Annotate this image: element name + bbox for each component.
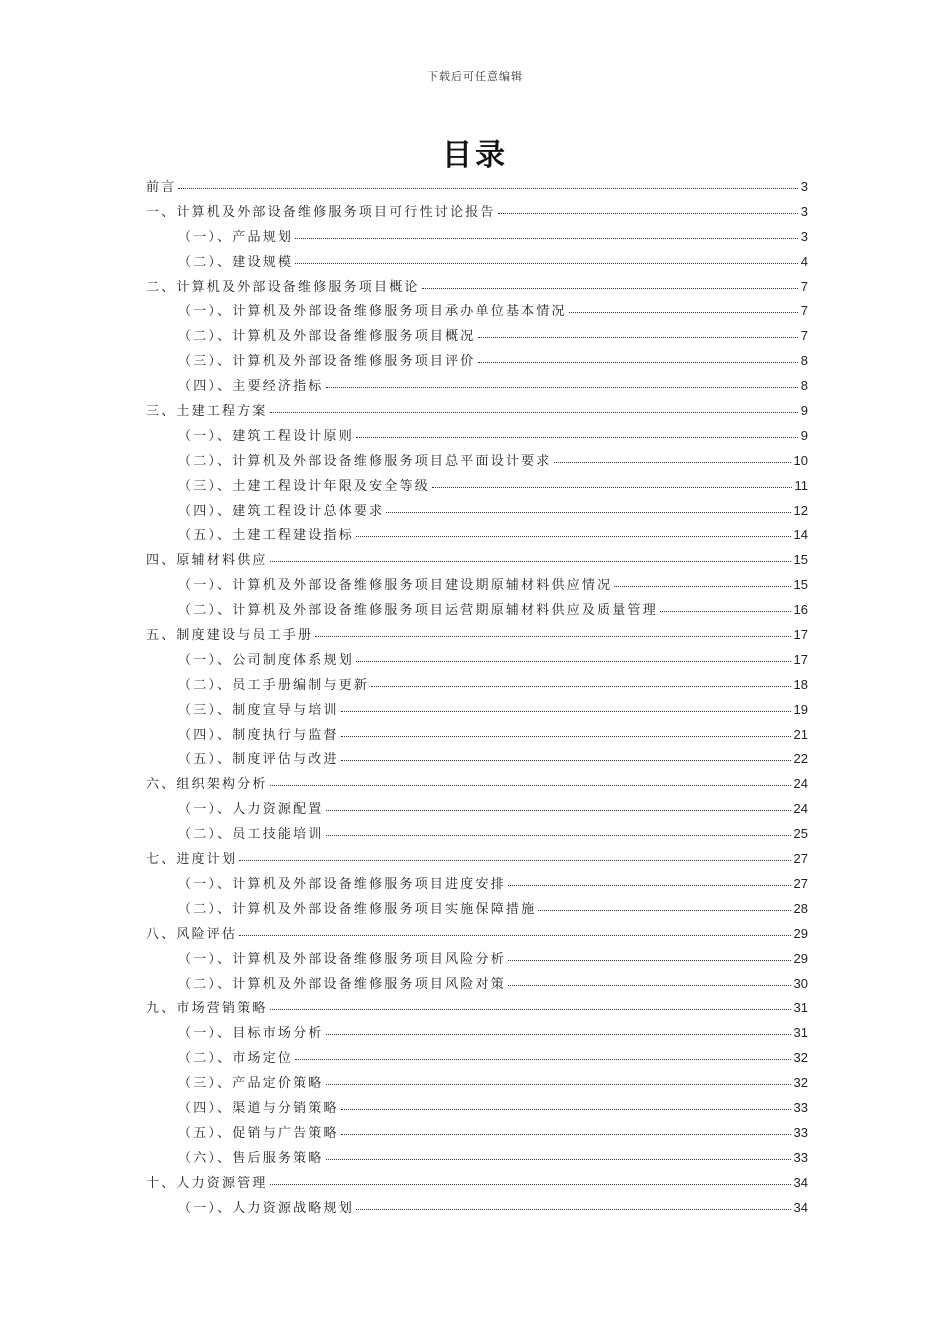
toc-page-number: 32 xyxy=(793,1050,808,1066)
toc-page-number: 8 xyxy=(800,378,808,394)
toc-page-number: 27 xyxy=(793,851,808,867)
toc-entry-text: （四）、主要经济指标 xyxy=(178,379,324,395)
toc-entry-text: （六）、售后服务策略 xyxy=(178,1150,324,1166)
toc-page-number: 10 xyxy=(793,452,808,468)
toc-entry-text: （一）、产品规划 xyxy=(178,229,294,245)
toc-dot-leader xyxy=(270,1008,791,1010)
toc-subsection-link[interactable] xyxy=(146,973,808,998)
toc-section-link[interactable] xyxy=(146,549,808,574)
toc-page-number: 15 xyxy=(793,577,808,593)
toc-page-number: 16 xyxy=(793,602,808,618)
toc-entry-text: （五）、促销与广告策略 xyxy=(178,1125,339,1141)
toc-subsection-link[interactable] xyxy=(146,300,808,325)
toc-dot-leader xyxy=(478,336,798,338)
toc-entry-text: （五）、土建工程建设指标 xyxy=(178,528,354,544)
toc-entry-text: 六、组织架构分析 xyxy=(146,777,268,793)
toc-entry-text: （一）、计算机及外部设备维修服务项目风险分析 xyxy=(178,951,506,967)
toc-section-link[interactable] xyxy=(146,201,808,226)
toc-page-number: 34 xyxy=(793,1174,808,1190)
toc-section-link[interactable] xyxy=(146,923,808,948)
toc-page-number: 33 xyxy=(793,1149,808,1165)
toc-subsection-link[interactable] xyxy=(146,1047,808,1072)
toc-subsection-link[interactable] xyxy=(146,823,808,848)
toc-subsection-link[interactable] xyxy=(146,375,808,400)
toc-entry-text: （三）、制度宣导与培训 xyxy=(178,702,339,718)
toc-entry-text: （二）、计算机及外部设备维修服务项目实施保障措施 xyxy=(178,901,537,917)
toc-entry-text: （一）、计算机及外部设备维修服务项目承办单位基本情况 xyxy=(178,304,567,320)
toc-page-number: 9 xyxy=(800,403,808,419)
toc-dot-leader xyxy=(508,984,791,986)
toc-page-number: 25 xyxy=(793,826,808,842)
toc-page-number: 8 xyxy=(800,353,808,369)
toc-subsection-link[interactable] xyxy=(146,798,808,823)
toc-entry-text: （四）、渠道与分销策略 xyxy=(178,1100,339,1116)
toc-section-link[interactable] xyxy=(146,848,808,873)
toc-subsection-link[interactable] xyxy=(146,1197,808,1222)
toc-dot-leader xyxy=(315,635,790,637)
toc-page-number: 19 xyxy=(793,701,808,717)
toc-section-link[interactable] xyxy=(146,773,808,798)
toc-subsection-link[interactable] xyxy=(146,450,808,475)
toc-page-number: 28 xyxy=(793,900,808,916)
toc-subsection-link[interactable] xyxy=(146,1097,808,1122)
toc-subsection-link[interactable] xyxy=(146,226,808,251)
toc-page-number: 7 xyxy=(800,328,808,344)
toc-subsection-link[interactable] xyxy=(146,674,808,699)
toc-section-link[interactable] xyxy=(146,276,808,301)
toc-subsection-link[interactable] xyxy=(146,475,808,500)
toc-page-number: 22 xyxy=(793,751,808,767)
table-of-contents xyxy=(146,176,808,1221)
toc-dot-leader xyxy=(554,461,791,463)
toc-entry-text: 前言 xyxy=(146,180,177,195)
toc-subsection-link[interactable] xyxy=(146,699,808,724)
toc-page-number: 24 xyxy=(793,776,808,792)
toc-dot-leader xyxy=(341,710,791,712)
toc-page-number: 3 xyxy=(800,203,808,219)
toc-section-link[interactable] xyxy=(146,997,808,1022)
toc-entry-text: 四、原辅材料供应 xyxy=(146,553,268,569)
toc-page-number: 21 xyxy=(793,726,808,742)
toc-page-number: 7 xyxy=(800,303,808,319)
toc-page-number: 3 xyxy=(800,179,808,194)
toc-page-number: 34 xyxy=(793,1199,808,1215)
toc-page-number: 29 xyxy=(793,925,808,941)
toc-subsection-link[interactable] xyxy=(146,1072,808,1097)
toc-entry-text: 八、风险评估 xyxy=(146,926,238,942)
toc-dot-leader xyxy=(660,610,791,612)
toc-dot-leader xyxy=(371,685,790,687)
toc-entry-text: （五）、制度评估与改进 xyxy=(178,752,339,768)
toc-subsection-link[interactable] xyxy=(146,599,808,624)
toc-page-number: 18 xyxy=(793,676,808,692)
toc-dot-leader xyxy=(341,1108,791,1110)
toc-entry-text: 二、计算机及外部设备维修服务项目概论 xyxy=(146,279,420,295)
toc-section-link[interactable] xyxy=(146,176,808,201)
toc-entry-text: （一）、计算机及外部设备维修服务项目建设期原辅材料供应情况 xyxy=(178,578,613,594)
toc-entry-text: （三）、土建工程设计年限及安全等级 xyxy=(178,478,430,494)
toc-dot-leader xyxy=(326,1083,791,1085)
toc-entry-text: （四）、建筑工程设计总体要求 xyxy=(178,503,385,519)
toc-dot-leader xyxy=(478,361,798,363)
toc-page-number: 27 xyxy=(793,875,808,891)
toc-dot-leader xyxy=(326,1158,791,1160)
toc-dot-leader xyxy=(341,1133,791,1135)
toc-subsection-link[interactable] xyxy=(146,1022,808,1047)
page-title: 目录 xyxy=(442,138,508,173)
toc-dot-leader xyxy=(326,386,798,388)
toc-dot-leader xyxy=(270,560,791,562)
toc-dot-leader xyxy=(239,859,790,861)
toc-entry-text: （一）、人力资源战略规划 xyxy=(178,1200,354,1216)
toc-dot-leader xyxy=(432,486,792,488)
toc-dot-leader xyxy=(569,311,798,313)
toc-entry-text: （二）、计算机及外部设备维修服务项目总平面设计要求 xyxy=(178,453,552,469)
toc-dot-leader xyxy=(270,784,791,786)
toc-page-number: 17 xyxy=(793,627,808,643)
toc-dot-leader xyxy=(326,809,791,811)
toc-page-number: 4 xyxy=(800,253,808,269)
toc-page-number: 32 xyxy=(793,1075,808,1091)
toc-dot-leader xyxy=(295,262,798,264)
toc-dot-leader xyxy=(614,585,790,587)
toc-entry-text: 九、市场营销策略 xyxy=(146,1001,268,1017)
toc-entry-text: （三）、计算机及外部设备维修服务项目评价 xyxy=(178,354,476,370)
toc-dot-leader xyxy=(356,535,791,537)
toc-subsection-link[interactable] xyxy=(146,524,808,549)
toc-entry-text: （一）、目标市场分析 xyxy=(178,1026,324,1042)
toc-dot-leader xyxy=(356,1208,791,1210)
toc-page-number: 33 xyxy=(793,1124,808,1140)
toc-entry-text: 五、制度建设与员工手册 xyxy=(146,628,314,644)
toc-section-link[interactable] xyxy=(146,624,808,649)
toc-page-number: 14 xyxy=(793,527,808,543)
toc-dot-leader xyxy=(295,237,798,239)
toc-entry-text: （二）、计算机及外部设备维修服务项目风险对策 xyxy=(178,976,506,992)
toc-dot-leader xyxy=(386,511,790,513)
toc-page-number: 3 xyxy=(800,228,808,244)
toc-dot-leader xyxy=(341,735,791,737)
toc-dot-leader xyxy=(326,834,791,836)
toc-entry-text: （二）、计算机及外部设备维修服务项目概况 xyxy=(178,329,476,345)
toc-subsection-link[interactable] xyxy=(146,724,808,749)
toc-page-number: 33 xyxy=(793,1099,808,1115)
toc-page-number: 31 xyxy=(793,1025,808,1041)
toc-subsection-link[interactable] xyxy=(146,649,808,674)
toc-dot-leader xyxy=(178,187,797,189)
toc-subsection-link[interactable] xyxy=(146,350,808,375)
toc-dot-leader xyxy=(422,287,798,289)
toc-entry-text: 一、计算机及外部设备维修服务项目可行性讨论报告 xyxy=(146,204,496,220)
toc-entry-text: （一）、计算机及外部设备维修服务项目进度安排 xyxy=(178,876,506,892)
toc-subsection-link[interactable] xyxy=(146,948,808,973)
toc-subsection-link[interactable] xyxy=(146,873,808,898)
toc-entry-text: （二）、计算机及外部设备维修服务项目运营期原辅材料供应及质量管理 xyxy=(178,603,658,619)
toc-dot-leader xyxy=(498,212,798,214)
toc-page-number: 30 xyxy=(793,975,808,991)
toc-entry-text: （三）、产品定价策略 xyxy=(178,1076,324,1092)
toc-subsection-link[interactable] xyxy=(146,1147,808,1172)
toc-entry-text: （二）、市场定位 xyxy=(178,1051,294,1067)
toc-dot-leader xyxy=(270,411,798,413)
toc-page-number: 11 xyxy=(794,477,808,493)
toc-dot-leader xyxy=(508,959,791,961)
toc-page-number: 15 xyxy=(793,552,808,568)
toc-entry-text: （二）、员工技能培训 xyxy=(178,827,324,843)
toc-subsection-link[interactable] xyxy=(146,1122,808,1147)
header-note: 下载后可任意编辑 xyxy=(427,70,523,83)
toc-subsection-link[interactable] xyxy=(146,500,808,525)
toc-entry-text: （二）、建设规模 xyxy=(178,254,294,270)
toc-page-number: 17 xyxy=(793,651,808,667)
toc-entry-text: （一）、公司制度体系规划 xyxy=(178,652,354,668)
toc-subsection-link[interactable] xyxy=(146,425,808,450)
toc-section-link[interactable] xyxy=(146,400,808,425)
toc-page-number: 29 xyxy=(793,950,808,966)
toc-subsection-link[interactable] xyxy=(146,325,808,350)
toc-entry-text: （二）、员工手册编制与更新 xyxy=(178,677,370,693)
toc-entry-text: （四）、制度执行与监督 xyxy=(178,727,339,743)
toc-subsection-link[interactable] xyxy=(146,898,808,923)
toc-entry-text: （一）、人力资源配置 xyxy=(178,802,324,818)
toc-dot-leader xyxy=(270,1183,791,1185)
toc-subsection-link[interactable] xyxy=(146,748,808,773)
toc-entry-text: 三、土建工程方案 xyxy=(146,404,268,420)
toc-page-number: 7 xyxy=(800,278,808,294)
toc-page-number: 31 xyxy=(793,1000,808,1016)
toc-dot-leader xyxy=(508,884,791,886)
toc-dot-leader xyxy=(295,1058,790,1060)
toc-entry-text: （一）、建筑工程设计原则 xyxy=(178,428,354,444)
toc-section-link[interactable] xyxy=(146,1172,808,1197)
toc-page-number: 24 xyxy=(793,801,808,817)
toc-dot-leader xyxy=(239,934,790,936)
toc-entry-text: 十、人力资源管理 xyxy=(146,1175,268,1191)
toc-dot-leader xyxy=(326,1033,791,1035)
toc-dot-leader xyxy=(356,660,791,662)
toc-page-number: 12 xyxy=(793,502,808,518)
toc-subsection-link[interactable] xyxy=(146,251,808,276)
toc-entry-text: 七、进度计划 xyxy=(146,852,238,868)
toc-dot-leader xyxy=(538,909,790,911)
toc-page-number: 9 xyxy=(800,427,808,443)
toc-dot-leader xyxy=(341,759,791,761)
toc-dot-leader xyxy=(356,436,798,438)
toc-subsection-link[interactable] xyxy=(146,574,808,599)
